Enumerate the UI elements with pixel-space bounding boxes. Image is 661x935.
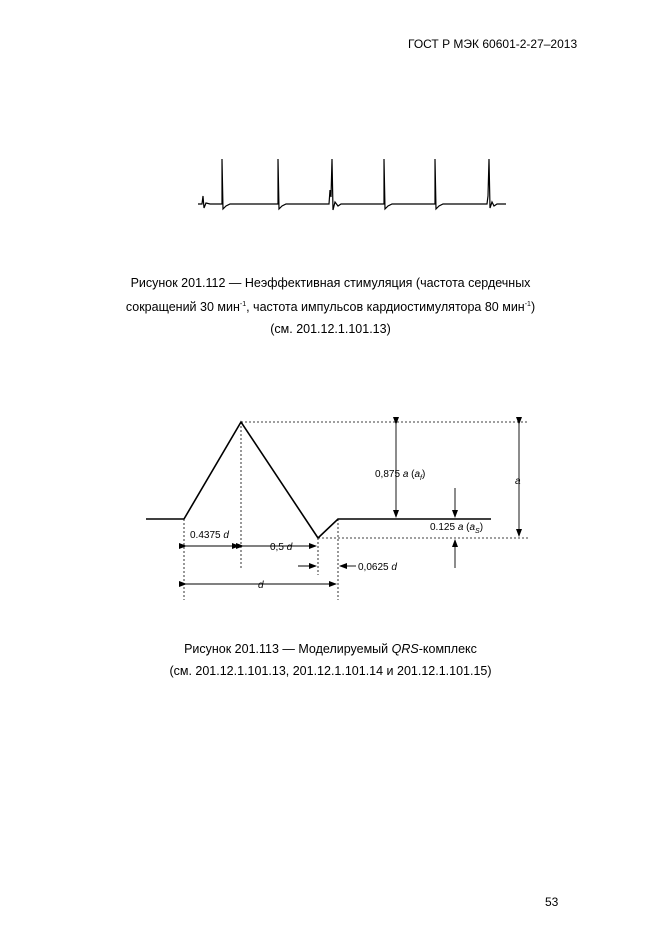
caption-text: ) [530,300,536,314]
label-tail: 0,0625 d [358,562,397,573]
caption-line: Рисунок 201.112 — Неэффективная стимуляция (частота сердечных [130,276,531,290]
ecg-strip-diagram [0,140,661,230]
figure-113-caption [0,638,661,682]
caption-text: -комплекс [418,642,477,656]
figure-qrs-complex [0,410,661,610]
label-fall: 0,5 d [270,542,293,553]
caption-text: Рисунок 201.113 — Моделируемый [184,642,392,656]
label-upper: 0,875 a $(a_f)$ [375,469,426,482]
caption-line [0,294,661,318]
label-lower: 0.125 a $(a_S)$ [430,522,484,535]
figure-ineffective-pacing [0,140,661,230]
label-total: d [258,580,264,591]
superscript: -1 [239,301,247,308]
caption-line: (см. 201.12.1.101.13, 201.12.1.101.14 и 201.12.1.101.15) [169,664,492,678]
label-rise: 0.4375 d [190,530,229,541]
page-number: 53 [545,895,559,909]
ecg-trace [198,159,506,210]
caption-italic: QRS [391,642,419,656]
caption-line: (см. 201.12.1.101.13) [270,322,391,336]
figure-112-caption [0,272,661,340]
label-amplitude: a [515,476,521,487]
page-header: ГОСТ Р МЭК 60601-2-27–2013 [408,37,578,51]
caption-text: сокращений 30 мин [125,300,240,314]
caption-line [0,638,661,660]
qrs-waveform [146,422,491,538]
caption-text: , частота импульсов кардиостимулятора 80 мин [246,300,525,314]
qrs-diagram [0,410,661,610]
superscript: -1 [524,301,531,308]
